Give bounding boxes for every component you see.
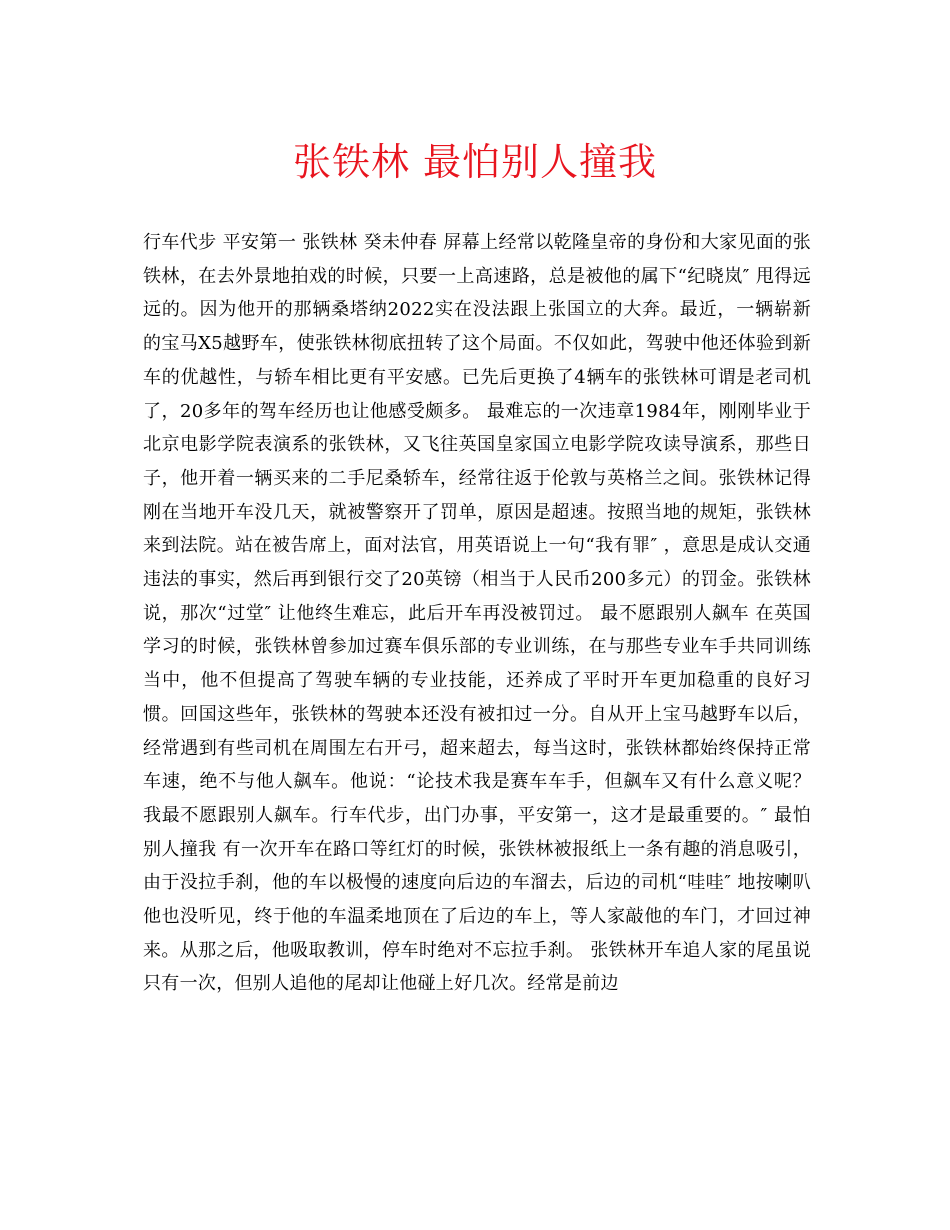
article-body: 行车代步 平安第一 张铁林 癸未仲春 屏幕上经常以乾隆皇帝的身份和大家见面的张铁林，在去外景地拍戏的时候，只要一上高速路，总是被他的属下“纪晓岚″ 甩得远远的。因为他开的那辆桑塔纳2022实在没法跟上张国立的大奔。最近，一辆崭新的宝马X5越野车，使张铁林彻底扭转了这个局面。不仅如此，驾驶中他还体验到新车的优越性，与轿车相比更有平安感。已先后更换了4辆车的张铁林可谓是老司机了，20多年的驾车经历也让他感受颇多。 最难忘的一次违章1984年，刚刚毕业于北京电影学院表演系的张铁林，又飞往英国皇家国立电影学院攻读导演系，那些日子，他开着一辆买来的二手尼桑轿车，经常往返于伦敦与英格兰之间。张铁林记得刚在当地开车没几天，就被警察开了罚单，原因是超速。按照当地的规矩，张铁林来到法院。站在被告席上，面对法官，用英语说上一句“我有罪″ ，意思是成认交通违法的事实，然后再到银行交了20英镑（相当于人民币200多元）的罚金。张铁林说，那次“过堂″ 让他终生难忘，此后开车再没被罚过。 最不愿跟别人飙车 在英国学习的时候，张铁林曾参加过赛车俱乐部的专业训练，在与那些专业车手共同训练当中，他不但提高了驾驶车辆的专业技能，还养成了平时开车更加稳重的良好习惯。回国这些年，张铁林的驾驶本还没有被扣过一分。自从开上宝马越野车以后，经常遇到有些司机在周围左右开弓，超来超去，每当这时，张铁林都始终保持正常车速，绝不与他人飙车。他说：“论技术我是赛车车手，但飙车又有什么意义呢？我最不愿跟别人飙车。行车代步，出门办事，平安第一，这才是最重要的。″ 最怕别人撞我 有一次开车在路口等红灯的时候，张铁林被报纸上一条有趣的消息吸引，由于没拉手刹，他的车以极慢的速度向后边的车溜去，后边的司机“哇哇″ 地按喇叭他也没听见，终于他的车温柔地顶在了后边的车上，等人家敲他的车门，才回过神来。从那之后，他吸取教训，停车时绝对不忘拉手刹。 张铁林开车追人家的尾虽说只有一次，但别人追他的尾却让他碰上好几次。经常是前边 bbox=[143, 232, 811, 995]
page-title: 张铁林 最怕别人撞我 bbox=[292, 140, 658, 184]
